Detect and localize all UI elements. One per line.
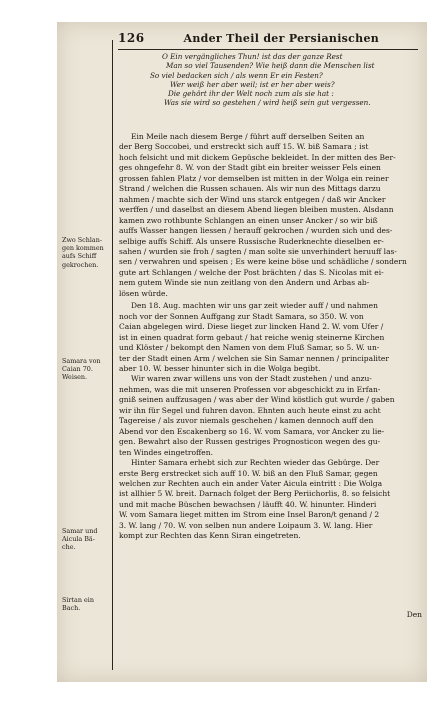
body-line: Wir waren zwar willens uns von der Stadt zustehen / und anzu- xyxy=(131,374,372,384)
body-line: Abend vor den Escakenberg so 16. W. vom Samara, vor Ancker zu lie- xyxy=(119,426,385,436)
margin-note-samar-aicula xyxy=(62,527,110,552)
body-line: Tagereise / als zuvor niemals geschehen / kamen dennoch auff den xyxy=(119,416,374,426)
margin-note-line: gekrochen. xyxy=(62,260,99,269)
body-line: gen. Bewahrt also der Russen gestriges Prognosticon wegen des gu- xyxy=(119,437,381,447)
body-line: ter der Stadt einen Arm / welchen sie Sin Samar nennen / principaliter xyxy=(119,353,389,363)
body-line: noch vor der Sonnen Auffgang zur Stadt Samara, so 350. W. von xyxy=(119,311,364,321)
body-line: nem gutem Winde sie nun zeitlang von den Andern und Arbas ab- xyxy=(119,278,370,288)
margin-note-samara xyxy=(62,357,110,382)
body-line: welchen zur Rechten auch ein ander Vater Aicula eintritt : Die Wolga xyxy=(119,478,383,488)
margin-note-line: Aicula Bä- xyxy=(62,535,95,544)
margin-note-line: Zwo Schlan- xyxy=(62,236,102,244)
poem-line: So viel bedacken sich / als wenn Er ein Festen? xyxy=(150,70,323,80)
body-line: werffen / und daselbst an diesem Abend liegen bleiben musten. Alsdann xyxy=(119,205,394,215)
body-line: grossen fahlen Platz / vor demselben ist mitten in der Wolga ein reiner xyxy=(119,173,389,183)
margin-note-line: Sirtan ein xyxy=(62,596,94,604)
margin-note-line: gen kommen xyxy=(62,244,104,253)
margin-note-sirtan xyxy=(62,596,110,612)
body-line: und Klöster / bekompt den Namen von dem Fluß Samar, so 5. W. un- xyxy=(119,343,380,353)
body-line: auffs Wasser hangen liessen / herauff gekrochen / wurden sich und des- xyxy=(119,226,393,236)
body-line: nahmen / machte sich der Wind uns starck entgegen / daß wir Ancker xyxy=(119,194,386,204)
body-line: ten Windes eingetroffen. xyxy=(119,447,213,457)
body-line: Strand / welchen die Russen schauen. Als wir nun des Mittags darzu xyxy=(119,184,381,194)
body-line: gute art Schlangen / welche der Post brächten / das S. Nicolas mit ei- xyxy=(119,267,384,277)
margin-note-line: Weisen. xyxy=(62,373,88,382)
margin-note-line: Samar und xyxy=(62,527,98,535)
body-line: lösen würde. xyxy=(119,288,168,298)
margin-note-line: che. xyxy=(62,543,76,552)
body-line: ges ohngefehr 8. W. von der Stadt gibt ein breiter weisser Fels einen xyxy=(119,163,381,173)
margin-note-line: Caian 70. xyxy=(62,365,93,374)
body-line: der Berg Soccobei, und erstreckt sich auff 15. W. biß Samara ; ist xyxy=(119,142,369,152)
body-line: sahen / wurden sie froh / sagten / man solte sie unverhindert heruuff las- xyxy=(119,246,397,256)
body-line: wir ihn für Segel und fuhren davon. Ehnten auch heute einst zu acht xyxy=(119,405,381,415)
poem-line: Die gehört ihr der Welt noch zum als sie hat : xyxy=(168,89,334,99)
poem-block xyxy=(128,52,408,108)
body-line: erste Berg erstrecket sich auff 10. W. biß an den Fluß Samar, gegen xyxy=(119,468,378,478)
body-text xyxy=(119,132,421,542)
margin-note-line: Bach. xyxy=(62,604,81,613)
poem-line: Man so viel Tausenden? Wie heiß dann die Menschen list xyxy=(166,61,375,71)
catchword: Den xyxy=(406,610,422,619)
body-line: kompt zur Rechten das Kenn Siran eingetreten. xyxy=(119,531,301,541)
poem-line: Was sie wird so gestehen / wird heiß sein gut vergessen. xyxy=(164,98,371,108)
body-line: selbige auffs Schiff. Als unsere Russische Ruderknechte dieselben er- xyxy=(119,236,384,246)
margin-note-snakes xyxy=(62,236,110,269)
body-line: nehmen, was die mit unseren Professen vor abgeschickt zu in Erfan- xyxy=(119,384,381,394)
body-line: hoch felsicht und mit dickem Gepüsche bekleidet. In der mitten des Ber- xyxy=(119,152,396,162)
body-line: W. vom Samara lieget mitten im Strom eine Insel Baron/t genand / 2 xyxy=(119,510,380,520)
poem-line: Wer weiß her aber weil; ist er her aber weis? xyxy=(170,79,335,89)
body-line: Hinter Samara erhebt sich zur Rechten wieder das Gebürge. Der xyxy=(131,458,380,468)
margin-note-line: Samara von xyxy=(62,357,101,365)
body-line: 3. W. lang / 70. W. von selben nun andere Loipaum 3. W. lang. Hier xyxy=(119,520,373,530)
margin-note-line: aufs Schiff xyxy=(62,252,97,261)
body-line: aber 10. W. besser hinunter sich in die Wolga begibt. xyxy=(119,363,321,373)
body-line: Caian abgelegen wird. Diese lieget zur lincken Hand 2. W. vom Ufer / xyxy=(119,322,384,332)
margin-rule xyxy=(112,40,113,670)
body-line: kamen zwo rothbunte Schlangen an einen unser Ancker / so wir biß xyxy=(119,215,378,225)
page-header xyxy=(118,31,418,50)
body-line: ist allhier 5 W. breit. Darnach folget der Berg Periichorlis, 8. so felsicht xyxy=(119,489,391,499)
body-line: Den 18. Aug. machten wir uns gar zeit wieder auff / und nahmen xyxy=(131,301,378,311)
page-number: 126 xyxy=(118,31,145,45)
poem-line: O Ein vergängliches Thun! ist das der ganze Rest xyxy=(162,52,343,61)
running-head: Ander Theil der Persianischen xyxy=(183,32,380,45)
body-line: sen / verwahren und speisen ; Es were keine böse und schädliche / sondern xyxy=(119,257,407,267)
body-line: gniß seinen auffzusagen / was aber der Wind köstlich gut wurde / gaben xyxy=(119,395,395,405)
body-line: ist in einen quadrat form gebaut / hat reiche wenig steinerne Kirchen xyxy=(119,332,385,342)
body-line: Ein Meile nach diesem Berge / führt auff derselben Seiten an xyxy=(131,132,365,141)
body-line: und mit mache Büschen bewachsen / läufft 40. W. hinunter. Hinderi xyxy=(119,499,377,509)
